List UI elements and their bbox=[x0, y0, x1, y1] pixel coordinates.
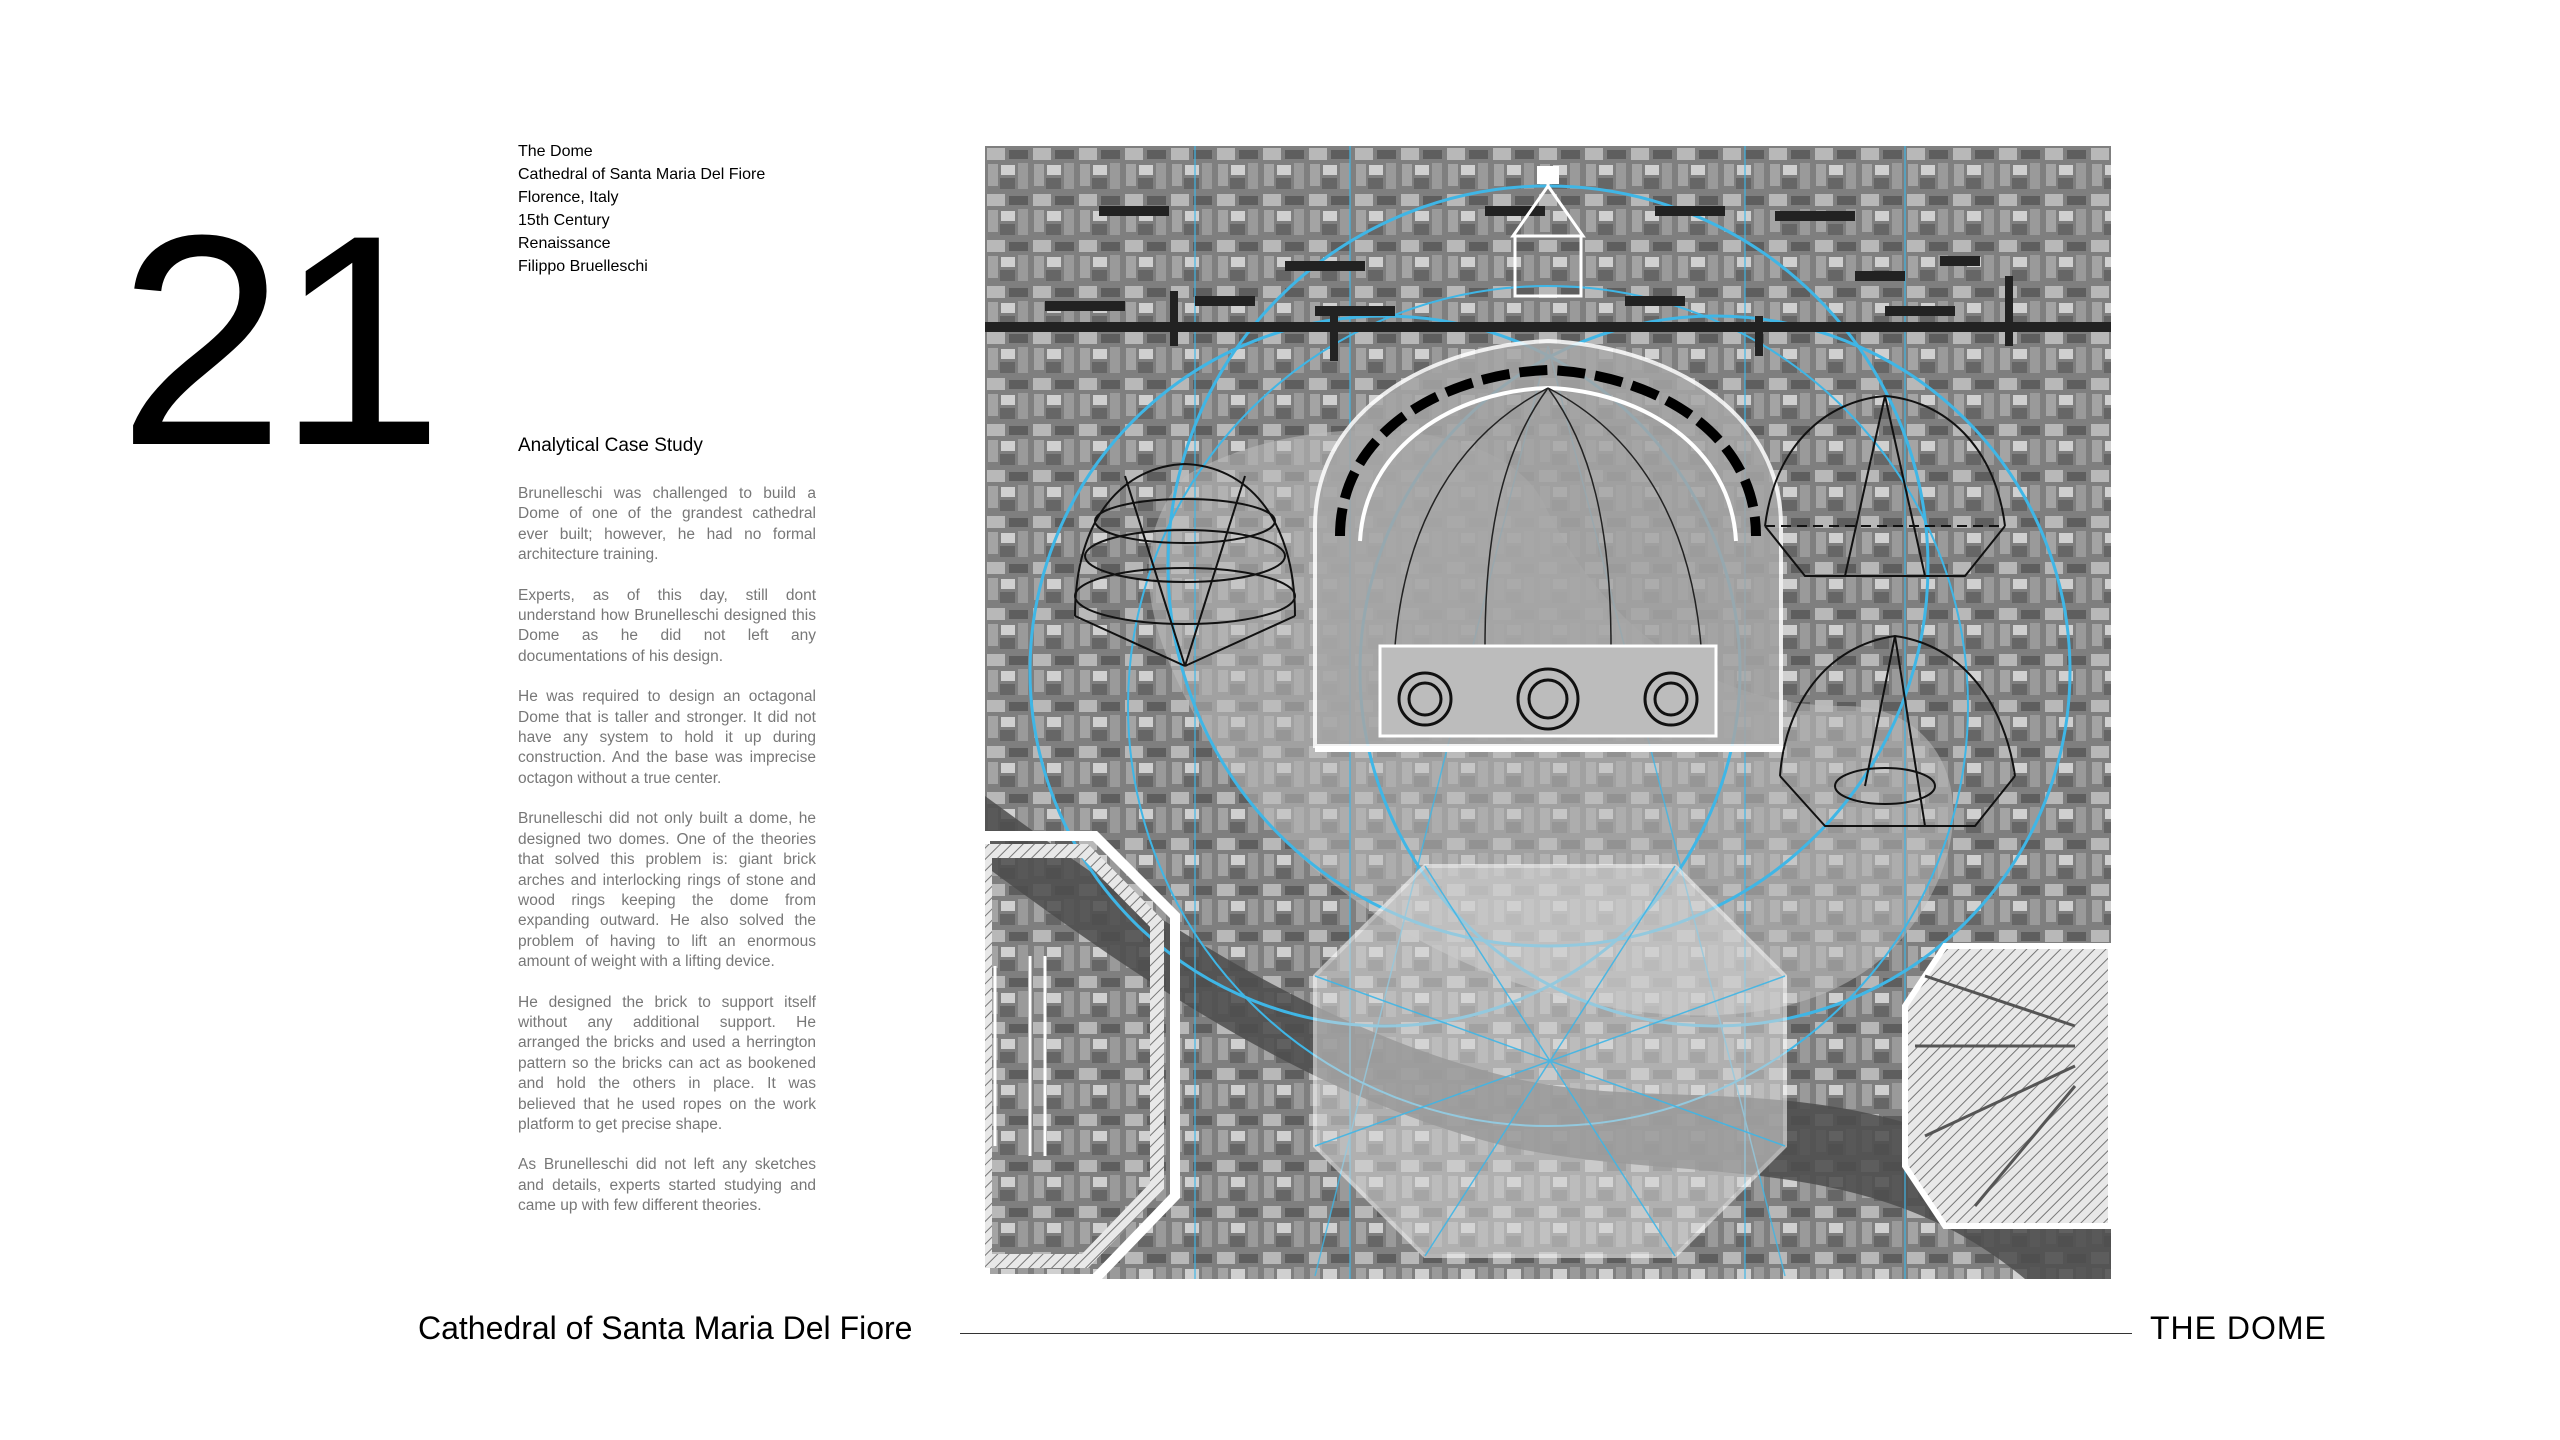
meta-line: Filippo Bruelleschi bbox=[518, 258, 648, 275]
section-title: Analytical Case Study bbox=[518, 435, 703, 456]
paragraph: Brunelleschi did not only built a dome, he designed two domes. One of the theories that solved this problem is: giant brick arches and interlocking rings of stone and wood rings keeping the dome from expanding outward. He also solved the problem of having to lift an enormous amount of weight with a lifting device. bbox=[518, 810, 816, 971]
footer-title: Cathedral of Santa Maria Del Fiore bbox=[418, 1310, 913, 1346]
meta-line: Florence, Italy bbox=[518, 189, 619, 206]
paragraph: Experts, as of this day, still dont understand how Brunelleschi designed this Dome as he did not left any documentations of his design. bbox=[518, 586, 816, 665]
dome-analysis-collage bbox=[985, 146, 2111, 1279]
page-number: 21 bbox=[118, 172, 436, 508]
meta-line: 15th Century bbox=[518, 212, 610, 229]
body-text bbox=[518, 484, 816, 1237]
paragraph: He was required to design an octagonal Dome that is taller and stronger. It did not have any system to hold it up during construction. And the base was imprecise octagon without a true center. bbox=[518, 688, 816, 787]
paragraph: He designed the brick to support itself without any additional support. He arranged the bricks and used a herrington pattern so the bricks can act as bookened and hold the others in place. It was believed that he used ropes on the work platform to get precise shape. bbox=[518, 993, 816, 1133]
footer-divider bbox=[960, 1333, 2132, 1334]
paragraph: Brunelleschi was challenged to build a Dome of one of the grandest cathedral ever built; however, he had no formal architecture training. bbox=[518, 485, 816, 564]
project-meta bbox=[518, 140, 765, 278]
meta-line: The Dome bbox=[518, 143, 593, 160]
meta-line: Renaissance bbox=[518, 235, 611, 252]
paragraph: As Brunelleschi did not left any sketches and details, experts started studying and came up with few different theories. bbox=[518, 1156, 816, 1215]
footer-section-label: THE DOME bbox=[2150, 1310, 2327, 1346]
meta-line: Cathedral of Santa Maria Del Fiore bbox=[518, 166, 766, 183]
